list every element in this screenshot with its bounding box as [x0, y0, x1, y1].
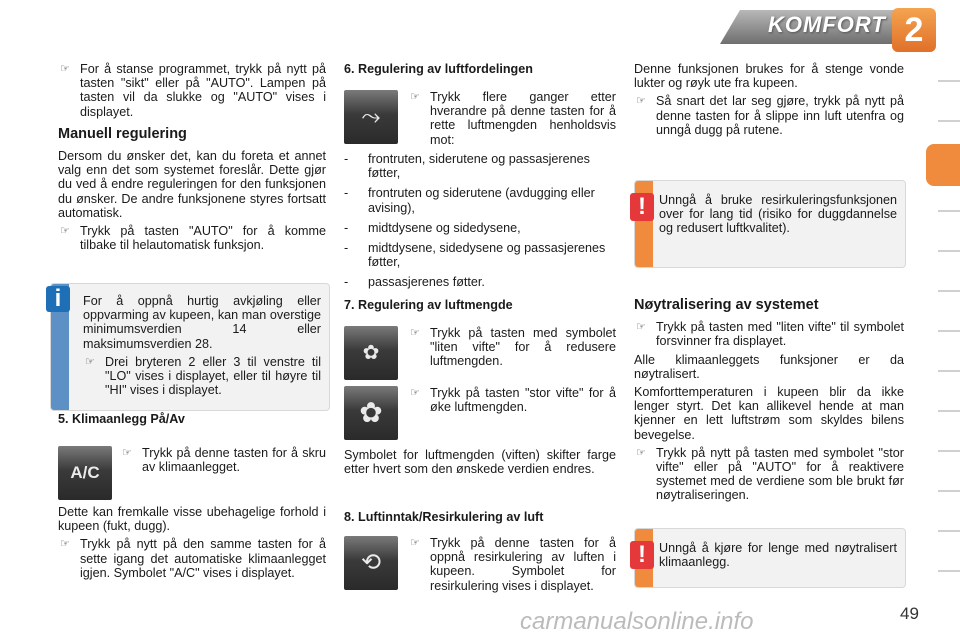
- recirculation-icon: ⟲: [360, 549, 382, 576]
- large-fan-icon: ✿: [359, 397, 383, 428]
- finger-icon: ☞: [60, 63, 70, 75]
- ac-label: A/C: [70, 463, 100, 482]
- chapter-number: 2: [892, 8, 936, 52]
- ac-button-image: [58, 446, 112, 500]
- list-item: - midtdysene, sidedysene og passasjerenes føtter,: [344, 241, 606, 270]
- dist-heading: 6. Regulering av luftfordelingen: [344, 62, 533, 76]
- side-tab[interactable]: [938, 570, 960, 572]
- side-tab-active[interactable]: [926, 144, 960, 186]
- side-tab[interactable]: [938, 490, 960, 492]
- neutral-heading: Nøytralisering av systemet: [634, 297, 819, 313]
- side-tab[interactable]: [938, 80, 960, 82]
- info-box: [50, 283, 330, 411]
- bullet-item: ☞ For å stanse programmet, trykk på nytt på tasten "sikt" eller på "AUTO". Lampen på tasten vil da slukke og "AUTO" vises i displayet.: [60, 62, 326, 119]
- neutral-paragraph-2: Komforttemperaturen i kupeen blir da ikke lenger styrt. Det kan allikevel hende at man kjenner en lett luftstrøm som skyldes bilens bevegelse.: [634, 385, 904, 442]
- list-item: - frontruten og siderutene (avdugging eller avising),: [344, 186, 595, 215]
- list-item: - frontruten, siderutene og passasjerenes føtter,: [344, 152, 590, 181]
- side-tab[interactable]: [938, 450, 960, 452]
- warning-icon: !: [630, 193, 654, 221]
- ac-heading: 5. Klimaanlegg På/Av: [58, 412, 185, 426]
- finger-icon: ☞: [410, 387, 420, 399]
- finger-icon: ☞: [410, 91, 420, 103]
- bullet-item: ☞ Trykk på tasten med "liten vifte" til symbolet forsvinner fra displayet.: [636, 320, 904, 349]
- bullet-item: ☞ Så snart det lar seg gjøre, trykk på nytt på denne tasten for å slippe inn luft utenfra og unngå dugg på rutene.: [636, 94, 904, 137]
- warning-box-recirculation: [634, 180, 906, 268]
- bullet-item: ☞ Trykk på tasten med symbolet "liten vifte" for å redusere luftmengden.: [410, 326, 616, 369]
- flow-heading: 7. Regulering av luftmengde: [344, 298, 513, 312]
- column-3: [634, 62, 904, 141]
- watermark: carmanualsonline.info: [520, 608, 754, 635]
- finger-icon: ☞: [60, 225, 70, 238]
- page-title: KOMFORT: [768, 12, 886, 37]
- side-tab[interactable]: [938, 120, 960, 122]
- info-text: For å oppnå hurtig avkjøling eller oppvarming av kupeen, kan man overstige minimumsverdien 14 eller maksimumsverdien 28.: [83, 294, 321, 351]
- finger-icon: ☞: [122, 447, 132, 459]
- finger-icon: ☞: [85, 355, 95, 368]
- small-fan-icon: ✿: [362, 342, 380, 364]
- bullet-item: ☞ Trykk på tasten "stor vifte" for å øke luftmengden.: [410, 386, 616, 415]
- warning-text: Unngå å kjøre for lenge med nøytralisert klimaanlegg.: [659, 541, 897, 570]
- finger-icon: ☞: [636, 446, 646, 459]
- recirc-heading: 8. Luftinntak/Resirkulering av luft: [344, 510, 544, 524]
- finger-icon: ☞: [60, 538, 70, 551]
- side-tab[interactable]: [938, 290, 960, 292]
- side-tab[interactable]: [938, 410, 960, 412]
- bullet-item: ☞ Trykk flere ganger etter hverandre på denne tasten for å rette luftmengden henholdsvis mot:: [410, 90, 616, 147]
- warning-icon: !: [630, 541, 654, 569]
- manual-heading: Manuell regulering: [58, 125, 187, 142]
- bullet-item: ☞ Trykk på tasten "AUTO" for å komme tilbake til helautomatisk funksjon.: [60, 224, 326, 253]
- list-item: - midtdysene og sidedysene,: [344, 220, 521, 235]
- list-item: - passasjerenes føtter.: [344, 275, 485, 290]
- page-number: 49: [900, 604, 919, 623]
- manual-paragraph: Dersom du ønsker det, kan du foreta et annet valg enn det som systemet foreslår. Dette gjør du ved å endre reguleringen for den funksjonen du ønsker. De andre funksjonene styres fortsatt automatisk.: [58, 149, 326, 220]
- distribution-button-image: [344, 90, 398, 144]
- large-fan-button-image: [344, 386, 398, 440]
- finger-icon: ☞: [410, 327, 420, 339]
- recirculation-button-image: [344, 536, 398, 590]
- bullet-item: ☞ Trykk på nytt på tasten med symbolet "stor vifte" eller på "AUTO" for å reaktivere systemet med de verdiene som ble brukt før nøytraliseringen.: [636, 445, 904, 503]
- ac-paragraph: Dette kan fremkalle visse ubehagelige forhold i kupeen (fukt, dugg).: [58, 505, 326, 534]
- side-tab[interactable]: [938, 370, 960, 372]
- side-tab[interactable]: [938, 530, 960, 532]
- airflow-icon: ⤳: [361, 103, 381, 130]
- warning-box-neutralized: [634, 528, 906, 588]
- finger-icon: ☞: [410, 537, 420, 549]
- bullet-item: ☞ Trykk på denne tasten for å oppnå resirkulering av luften i kupeen. Symbolet for resirkulering vises i displayet.: [410, 536, 616, 593]
- bullet-item: ☞ Trykk på nytt på den samme tasten for å sette igang det automatiske klimaanlegget igjen. Symbolet "A/C" vises i displayet.: [60, 537, 326, 580]
- bullet-item: ☞ Trykk på denne tasten for å skru av klimaanlegget.: [122, 446, 326, 475]
- column-1: [58, 62, 326, 256]
- side-tab[interactable]: [938, 210, 960, 212]
- neutral-paragraph-1: Alle klimaanleggets funksjoner er da nøytralisert.: [634, 352, 904, 381]
- recirc-paragraph: Denne funksjonen brukes for å stenge vonde lukter og røyk ute fra kupeen.: [634, 62, 904, 91]
- small-fan-button-image: [344, 326, 398, 380]
- bullet-item: ☞ Drei bryteren 2 eller 3 til venstre til "LO" vises i displayet, eller til høyre til "HI" vises i displayet.: [85, 354, 321, 398]
- flow-paragraph: Symbolet for luftmengden (viften) skifter farge etter hvert som den ønskede verdien endres.: [344, 448, 616, 477]
- finger-icon: ☞: [636, 321, 646, 334]
- warning-text: Unngå å bruke resirkuleringsfunksjonen over for lang tid (risiko for duggdannelse og redusert luftkvalitet).: [659, 193, 897, 236]
- info-icon: i: [46, 286, 70, 312]
- side-tab[interactable]: [938, 330, 960, 332]
- finger-icon: ☞: [636, 95, 646, 108]
- side-tab[interactable]: [938, 250, 960, 252]
